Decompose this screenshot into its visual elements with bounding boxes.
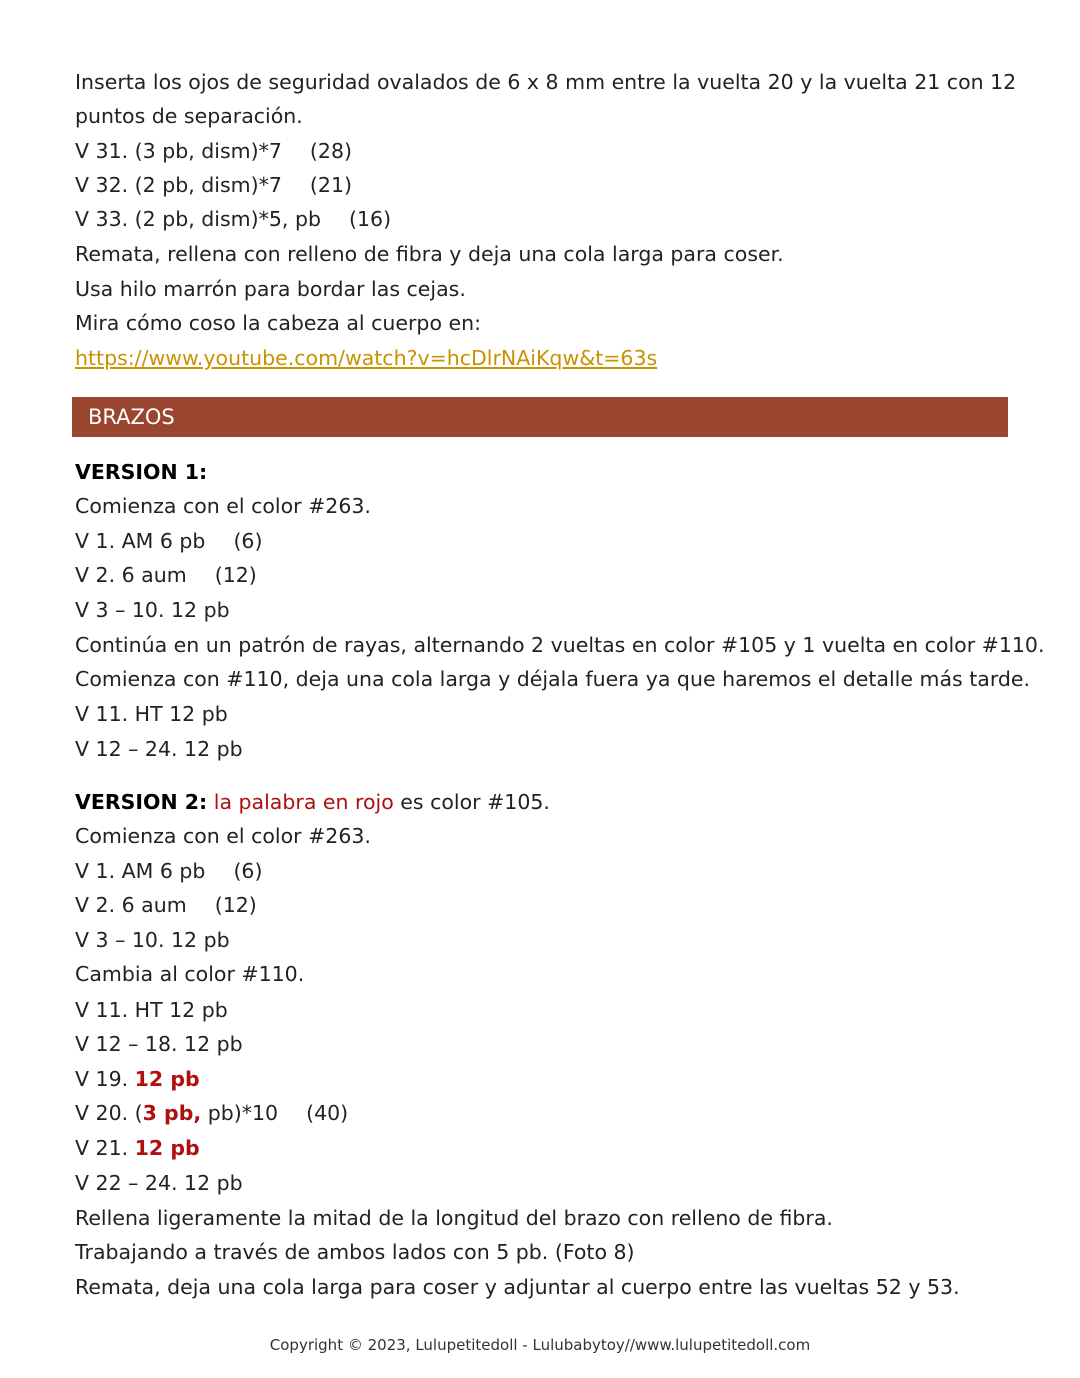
row-label: V 1. AM 6 pb [75,529,206,553]
v2-row-12-18: V 12 – 18. 12 pb [75,1032,243,1056]
version1-heading: VERSION 1: [75,460,208,484]
finish-instruction: Remata, rellena con relleno de fibra y deja una cola larga para coser. [75,242,784,266]
v1-row-11: V 11. HT 12 pb [75,702,228,726]
row-label: V 33. (2 pb, dism)*5, pb [75,207,321,231]
v2-change-color: Cambia al color #110. [75,962,305,986]
youtube-link[interactable]: https://www.youtube.com/watch?v=hcDlrNAiKqw&t=63s [75,346,658,370]
red-word-note: la palabra en rojo [213,790,394,814]
red-stitches: 12 pb [134,1136,200,1160]
stitch-count: (6) [233,859,263,883]
red-stitches: 12 pb [134,1067,200,1091]
stitch-count: (6) [233,529,263,553]
v2-row-3-10: V 3 – 10. 12 pb [75,928,230,952]
v1-row-1 [75,528,262,554]
version2-heading-line [75,789,550,815]
v1-begin-110: Comienza con #110, deja una cola larga y déjala fuera ya que haremos el detalle más tarde. [75,667,1031,691]
stitch-count: (28) [309,139,353,163]
red-stitches: 3 pb, [142,1101,202,1125]
v2-row-2 [75,892,257,918]
v2-row-19 [75,1066,200,1092]
row-prefix: V 19. [75,1067,135,1091]
row-v33 [75,206,391,232]
row-prefix: V 21. [75,1136,135,1160]
v1-row-3-10: V 3 – 10. 12 pb [75,598,230,622]
v2-finish-instruction: Remata, deja una cola larga para coser y adjuntar al cuerpo entre las vueltas 52 y 53. [75,1275,960,1299]
stitch-count: (16) [348,207,392,231]
stitch-count: (40) [306,1101,349,1125]
row-label: V 31. (3 pb, dism)*7 [75,139,282,163]
v2-row-22-24: V 22 – 24. 12 pb [75,1171,243,1195]
eyes-instruction-line2: puntos de separación. [75,104,303,128]
stitch-count: (12) [214,893,257,917]
eyes-instruction-line1: Inserta los ojos de seguridad ovalados de 6 x 8 mm entre la vuelta 20 y la vuelta 21 con 12 [75,70,1017,94]
row-v32 [75,172,352,198]
section-header-bar [72,397,1008,437]
row-label: V 2. 6 aum [75,893,187,917]
row-v31 [75,138,352,164]
v2-row-1 [75,858,262,884]
watch-instruction: Mira cómo coso la cabeza al cuerpo en: [75,311,482,335]
row-prefix: V 20. ( [75,1101,143,1125]
v1-start-color: Comienza con el color #263. [75,494,371,518]
version2-heading: VERSION 2: [75,790,208,814]
v1-stripes-instruction: Continúa en un patrón de rayas, alternando 2 vueltas en color #105 y 1 vuelta en color #110. [75,633,1045,657]
row-label: V 2. 6 aum [75,563,187,587]
copyright-footer: Copyright © 2023, Lulupetitedoll - Lulubabytoy//www.lulupetitedoll.com [269,1336,811,1354]
v2-row-20 [75,1100,348,1126]
v2-work-instruction: Trabajando a través de ambos lados con 5 pb. (Foto 8) [75,1240,635,1264]
v2-row-21 [75,1135,200,1161]
v2-row-11: V 11. HT 12 pb [75,998,228,1022]
note-rest: es color #105. [393,790,550,814]
eyebrow-instruction: Usa hilo marrón para bordar las cejas. [75,277,466,301]
row-label: V 32. (2 pb, dism)*7 [75,173,282,197]
stitch-count: (21) [309,173,353,197]
section-title: BRAZOS [88,405,175,429]
row-label: V 1. AM 6 pb [75,859,206,883]
v1-row-12-24: V 12 – 24. 12 pb [75,737,243,761]
v1-row-2 [75,562,257,588]
stitch-count: (12) [214,563,257,587]
v2-start-color: Comienza con el color #263. [75,824,371,848]
row-suffix: pb)*10 [201,1101,279,1125]
v2-stuff-instruction: Rellena ligeramente la mitad de la longitud del brazo con relleno de fibra. [75,1206,833,1230]
